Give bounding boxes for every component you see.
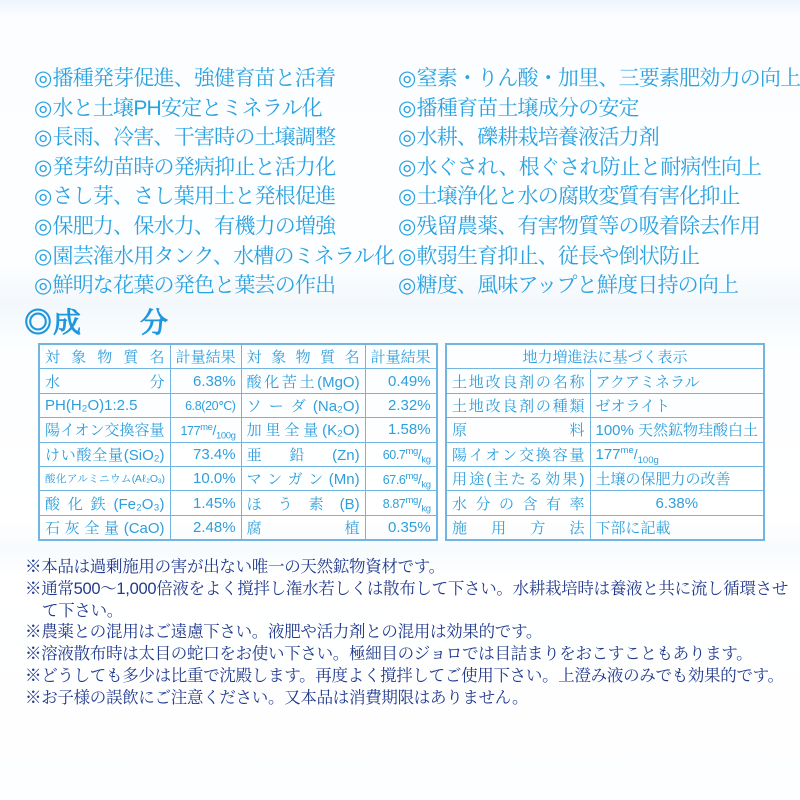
table-header-row [39,344,437,369]
table-row [39,442,437,466]
unit-denominator: 100g [637,454,659,466]
benefit-item [34,212,394,242]
cell-substance: マンガン(Mn) [241,466,365,490]
note-line: ※お子様の誤飲にご注意ください。又本品は消費期限はありません。 [25,688,529,707]
benefit-item [398,153,800,183]
cell-result: 6.38% [170,369,241,393]
table-row [39,466,437,490]
benefit-item [34,153,394,183]
note-line: ※どうしても多少は比重で沈殿します。再度よく撹拌してご使用下さい。上澄み液のみでも効果的です。 [25,666,784,685]
column-header-substance: 対象物質名 [39,344,170,369]
cell-label: 土地改良剤の種類 [446,393,590,417]
table-row [446,466,764,490]
cell-label: 施用方法 [446,515,590,540]
table-row [39,491,437,515]
double-circle-icon: ◎ [34,155,52,179]
cell-result: 73.4% [170,442,241,466]
benefit-label: 水耕、礫耕栽培養液活力剤 [416,126,659,150]
benefit-item [398,271,800,301]
cell-substance: 亜鉛(Zn) [241,442,365,466]
fraction-slash: / [417,495,422,512]
value-number: 67.6 [382,472,406,487]
column-header-result: 計量結果 [170,344,241,369]
fraction-slash: / [417,446,422,463]
double-circle-icon: ◎ [34,185,52,209]
benefit-label: 残留農薬、有害物質等の吸着除去作用 [416,214,760,238]
benefit-item [398,182,800,212]
fraction-slash: / [212,421,217,438]
double-circle-icon: ◎ [398,274,416,298]
benefit-item [34,242,394,272]
double-circle-icon: ◎ [398,155,416,179]
unit-denominator: kg [421,503,431,515]
cell-value: 6.38% [590,491,764,515]
cell-result: 1.45% [170,491,241,515]
cell-substance: 酸化アルミニウム(Aℓ₂O₃) [39,466,170,490]
cell-result: 1.58% [365,418,437,442]
cell-value: 下部に記載 [590,515,764,540]
cell-label: 水分の含有率 [446,491,590,515]
note-line: ※溶液散布時は太目の蛇口をお使い下さい。極細目のジョロでは目詰まりをおこすこともあります。 [25,645,753,664]
usage-notes [25,557,800,710]
cell-value: 土壌の保肥力の改善 [590,466,764,490]
benefit-item [34,182,394,212]
composition-table [38,343,438,541]
cell-result [170,418,241,442]
benefit-item [398,242,800,272]
cell-value: ゼオライト [590,393,764,417]
double-circle-icon: ◎ [398,185,416,209]
ingredients-section-title [24,301,169,341]
unit-numerator: me [200,421,213,433]
cell-substance: 陽イオン交換容量 [39,418,170,442]
table-row [39,393,437,417]
benefits-section [0,64,800,304]
benefits-column-right [398,64,800,301]
benefit-label: 鮮明な花葉の発色と葉芸の作出 [52,274,336,298]
double-circle-icon: ◎ [34,244,52,268]
cell-result: 6.8(20℃) [170,393,241,417]
unit-denominator: kg [421,454,431,466]
double-circle-icon: ◎ [398,214,416,238]
cell-result: 0.49% [365,369,437,393]
benefit-label: 保肥力、保水力、有機力の増強 [52,214,336,238]
benefit-item [398,94,800,124]
cell-result: 10.0% [170,466,241,490]
benefit-item [398,64,800,94]
unit-denominator: 100g [216,430,236,442]
benefit-item [34,94,394,124]
unit-numerator: me [620,444,634,456]
table-title-row [446,344,764,369]
unit-numerator: mg [405,470,418,482]
benefit-label: 窒素・りん酸・加里、三要素肥効力の向上 [416,67,800,90]
benefits-column-left [34,64,394,301]
section-title-text: 成 分 [53,307,170,338]
value-number: 177 [595,445,621,463]
double-circle-icon: ◎ [34,214,52,238]
value-number: 60.7 [382,448,406,463]
table-row [39,369,437,393]
cell-value: 100% 天然鉱物珪酸白土 [590,418,764,442]
cell-result [365,466,437,490]
double-circle-icon: ◎ [398,96,416,120]
benefit-label: 園芸潅水用タンク、水槽のミネラル化 [52,244,395,268]
note-line: ※通常500〜1,000倍液をよく撹拌し潅水若しくは散布して下さい。水耕栽培時は養液と共に流し循環させて下さい。 [25,579,789,620]
value-number: 8.87 [382,497,406,512]
unit-numerator: mg [405,494,418,506]
double-circle-icon: ◎ [34,67,52,90]
benefit-label: 播種育苗土壌成分の安定 [416,96,639,120]
cell-substance: 酸化苦土(MgO) [241,369,365,393]
table-row [446,393,764,417]
cell-substance: けい酸全量(SiO₂) [39,442,170,466]
double-circle-icon: ◎ [34,126,52,150]
cell-result: 2.48% [170,515,241,540]
unit-numerator: mg [405,446,418,458]
note-line: ※農薬との混用はご遠慮下さい。液肥や活力剤との混用は効果的です。 [25,623,543,642]
cell-substance: 腐植 [241,515,365,540]
cell-value: アクアミネラル [590,369,764,393]
cell-substance: 加里全量(K₂O) [241,418,365,442]
unit-denominator: kg [421,479,431,491]
double-circle-icon: ◎ [398,126,416,150]
cell-label: 原料 [446,418,590,442]
fraction-slash: / [633,445,638,462]
benefit-item [34,271,394,301]
law-table-title: 地力増進法に基づく表示 [446,344,764,369]
benefit-item [398,123,800,153]
table-row [446,442,764,466]
cell-result [365,442,437,466]
cell-substance: ソーダ(Na₂O) [241,393,365,417]
note-line: ※本品は過剰施用の害が出ない唯一の天然鉱物資材です。 [25,558,445,576]
soil-law-table [445,343,765,541]
table-row [446,515,764,540]
cell-substance: ほう素(B) [241,491,365,515]
benefit-label: さし芽、さし葉用土と発根促進 [52,185,336,209]
benefit-label: 播種発芽促進、強健育苗と活着 [52,67,336,90]
benefit-item [34,123,394,153]
benefit-label: 水と土壌PH安定とミネラル化 [52,96,322,120]
table-row [39,418,437,442]
table-row [39,515,437,540]
benefit-label: 軟弱生育抑止、従長や倒状防止 [416,244,700,268]
cell-substance: 石灰全量(CaO) [39,515,170,540]
cell-result: 2.32% [365,393,437,417]
benefit-label: 発芽幼苗時の発病抑止と活力化 [52,155,336,179]
cell-label: 用途(主たる効果) [446,466,590,490]
double-circle-icon: ◎ [24,307,54,338]
benefit-item [34,64,394,94]
double-circle-icon: ◎ [34,274,52,298]
benefit-label: 長雨、冷害、干害時の土壌調整 [52,126,336,150]
cell-label: 土地改良剤の名称 [446,369,590,393]
table-row [446,491,764,515]
double-circle-icon: ◎ [398,67,416,90]
column-header-result: 計量結果 [365,344,437,369]
fraction-slash: / [417,470,422,487]
benefit-label: 土壌浄化と水の腐敗変質有害化抑止 [416,185,740,209]
benefit-item [398,212,800,242]
table-row [446,418,764,442]
double-circle-icon: ◎ [34,96,52,120]
cell-result [365,491,437,515]
value-number: 177 [180,423,201,438]
cell-substance: PH(H₂O)1:2.5 [39,393,170,417]
table-row [446,369,764,393]
benefit-label: 糖度、風味アップと鮮度日持の向上 [416,274,739,298]
double-circle-icon: ◎ [398,244,416,268]
cell-label: 陽イオン交換容量 [446,442,590,466]
cell-substance: 酸化鉄(Fe₂O₃) [39,491,170,515]
benefit-label: 水ぐされ、根ぐされ防止と耐病性向上 [416,155,762,179]
cell-result: 0.35% [365,515,437,540]
cell-value [590,442,764,466]
column-header-substance: 対象物質名 [241,344,365,369]
cell-substance: 水分 [39,369,170,393]
